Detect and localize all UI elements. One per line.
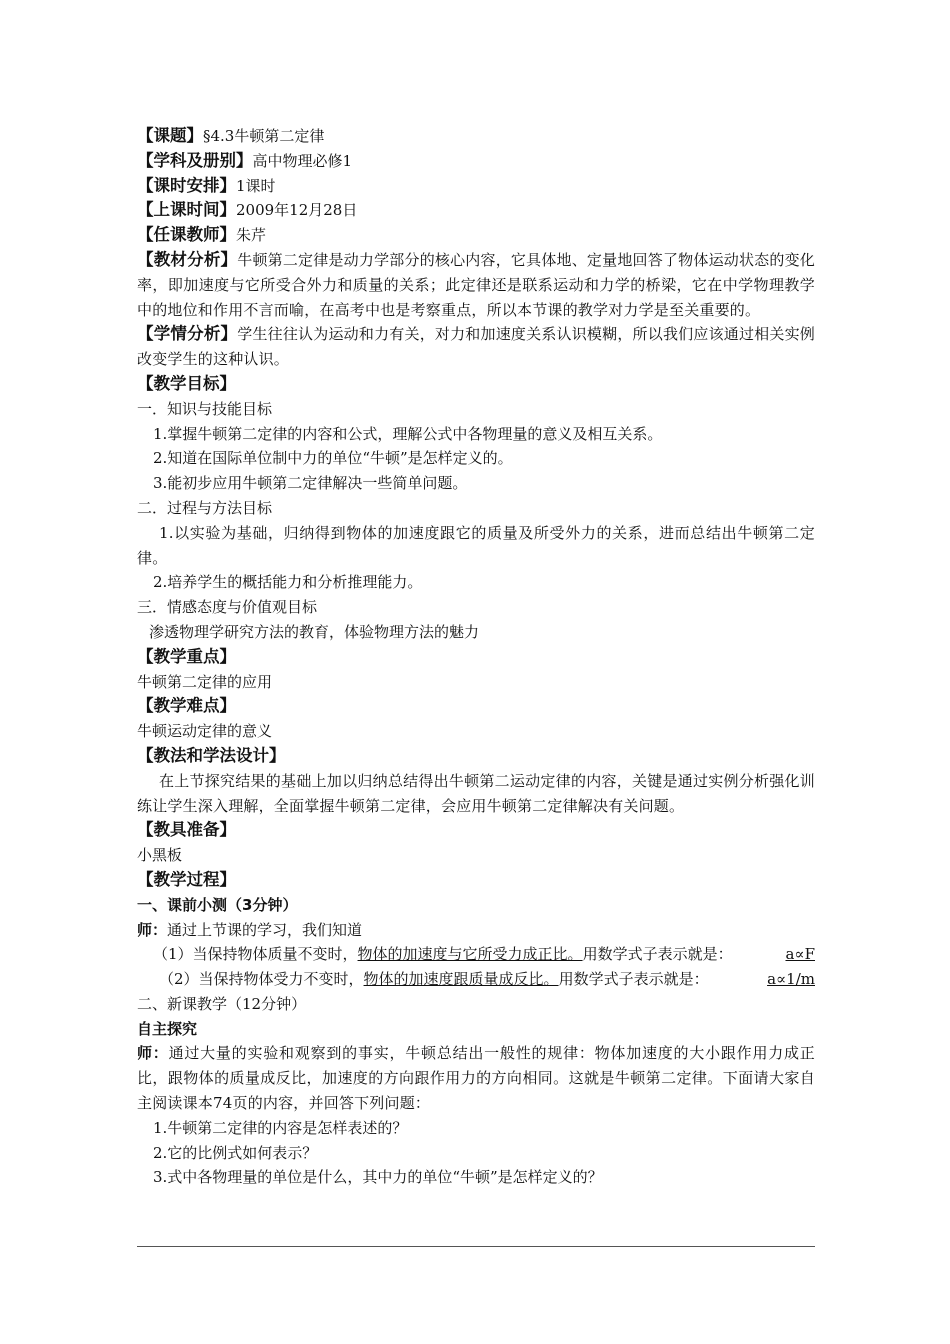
students-text: 学生往往认为运动和力有关，对力和加速度关系认识模糊，所以我们应该通过相关实例改变学生的这种认识。: [137, 325, 815, 369]
explore-question: 2.它的比例式如何表示？: [153, 1143, 318, 1162]
key-text: 牛顿第二定律的应用: [137, 672, 273, 691]
q2-prefix: （2）当保持物体受力不变时，: [159, 970, 364, 989]
student-analysis: [137, 322, 815, 372]
course-value: §4.3牛顿第二定律: [203, 127, 325, 145]
hours-value: 1课时: [236, 176, 276, 195]
goal1-item: 3.能初步应用牛顿第二定律解决一些简单问题。: [153, 474, 468, 493]
step1-title: 一、课前小测（3分钟）: [137, 895, 298, 914]
q1-formula: a∝F: [785, 945, 815, 964]
footer-divider: [137, 1246, 815, 1247]
time-label: 【上课时间】: [137, 200, 236, 220]
step1-intro: 通过上节课的学习，我们知道: [167, 920, 363, 939]
quiz-question-2: [137, 967, 815, 992]
goal3-text: 渗透物理学研究方法的教育，体验物理方法的魅力: [149, 622, 480, 641]
quiz-question-1: [137, 942, 815, 967]
students-label: 【学情分析】: [137, 324, 238, 344]
process-heading: 【教学过程】: [137, 869, 236, 889]
explore-text: 通过大量的实验和观察到的事实，牛顿总结出一般性的规律：物体加速度的大小跟作用力成正比，跟物体的质量成反比，加速度的方向跟作用力的方向相同。这就是牛顿第二定律。下面请大家自主阅读课本74页的内容，并回答下列问题：: [137, 1044, 815, 1113]
goal1-item: 2.知道在国际单位制中力的单位“牛顿”是怎样定义的。: [153, 449, 513, 468]
q2-middle: 用数学式子表示就是：: [558, 970, 709, 989]
hours-line: [137, 174, 815, 199]
explore-question: 3.式中各物理量的单位是什么，其中力的单位“牛顿”是怎样定义的？: [153, 1168, 603, 1187]
goal2-item: 2.培养学生的概括能力和分析推理能力。: [153, 573, 423, 592]
textbook-text: 牛顿第二定律是动力学部分的核心内容，它具体地、定量地回答了物体运动状态的变化率，即加速度与它所受合外力和质量的关系；此定律还是联系运动和力学的桥梁，它在中学物理教学中的地位和作用不言而喻，在高考中也是考察重点，所以本节课的教学对力学是至关重要的。: [137, 250, 815, 319]
goal3-title: 三．情感态度与价值观目标: [137, 598, 318, 617]
goal1-item: 1.掌握牛顿第二定律的内容和公式，理解公式中各物理量的意义及相互关系。: [153, 424, 663, 443]
q2-formula: a∝1/m: [767, 970, 815, 989]
explore-question: 1.牛顿第二定律的内容是怎样表述的？: [153, 1118, 408, 1137]
goals-heading: 【教学目标】: [137, 373, 236, 393]
q1-prefix: （1）当保持物体质量不变时，: [153, 945, 358, 964]
textbook-label: 【教材分析】: [137, 249, 238, 269]
course-label: 【课题】: [137, 126, 203, 145]
explore-title: 自主探究: [137, 1019, 198, 1038]
method-heading: 【教法和学法设计】: [137, 745, 286, 765]
method-text: 在上节探究结果的基础上加以归纳总结得出牛顿第二运动定律的内容，关键是通过实例分析强化训练让学生深入理解，全面掌握牛顿第二定律，会应用牛顿第二定律解决有关问题。: [137, 771, 815, 815]
teacher-line: [137, 223, 815, 248]
teacher-prefix: 师：: [137, 920, 168, 939]
step2-title: 二、新课教学（12分钟）: [137, 994, 307, 1013]
hours-label: 【课时安排】: [137, 175, 236, 195]
q2-answer: 物体的加速度跟质量成反比。: [363, 970, 559, 989]
difficulty-heading: 【教学难点】: [137, 696, 236, 716]
explore-paragraph: [137, 1041, 815, 1115]
goal1-title: 一．知识与技能目标: [137, 399, 273, 418]
subject-value: 高中物理必修1: [252, 151, 353, 170]
course-line: [137, 124, 815, 149]
subject-line: [137, 149, 815, 174]
subject-label: 【学科及册别】: [137, 150, 253, 170]
q1-answer: 物体的加速度与它所受力成正比。: [357, 945, 583, 964]
teacher-prefix: 师：: [137, 1044, 169, 1063]
goal2-item: 1.以实验为基础，归纳得到物体的加速度跟它的质量及所受外力的关系，进而总结出牛顿第二定律。: [137, 523, 815, 567]
tools-heading: 【教具准备】: [137, 820, 236, 840]
difficulty-text: 牛顿运动定律的意义: [137, 722, 273, 741]
tools-text: 小黑板: [137, 846, 183, 865]
q1-middle: 用数学式子表示就是：: [582, 945, 733, 964]
document-page: [137, 124, 815, 1190]
goal2-title: 二．过程与方法目标: [137, 498, 273, 517]
teacher-label: 【任课教师】: [137, 225, 236, 245]
textbook-analysis: [137, 248, 815, 322]
key-heading: 【教学重点】: [137, 646, 236, 666]
teacher-value: 朱芹: [236, 226, 267, 245]
time-line: [137, 198, 815, 223]
time-value: 2009年12月28日: [236, 201, 358, 220]
step1-intro-line: [137, 918, 815, 943]
